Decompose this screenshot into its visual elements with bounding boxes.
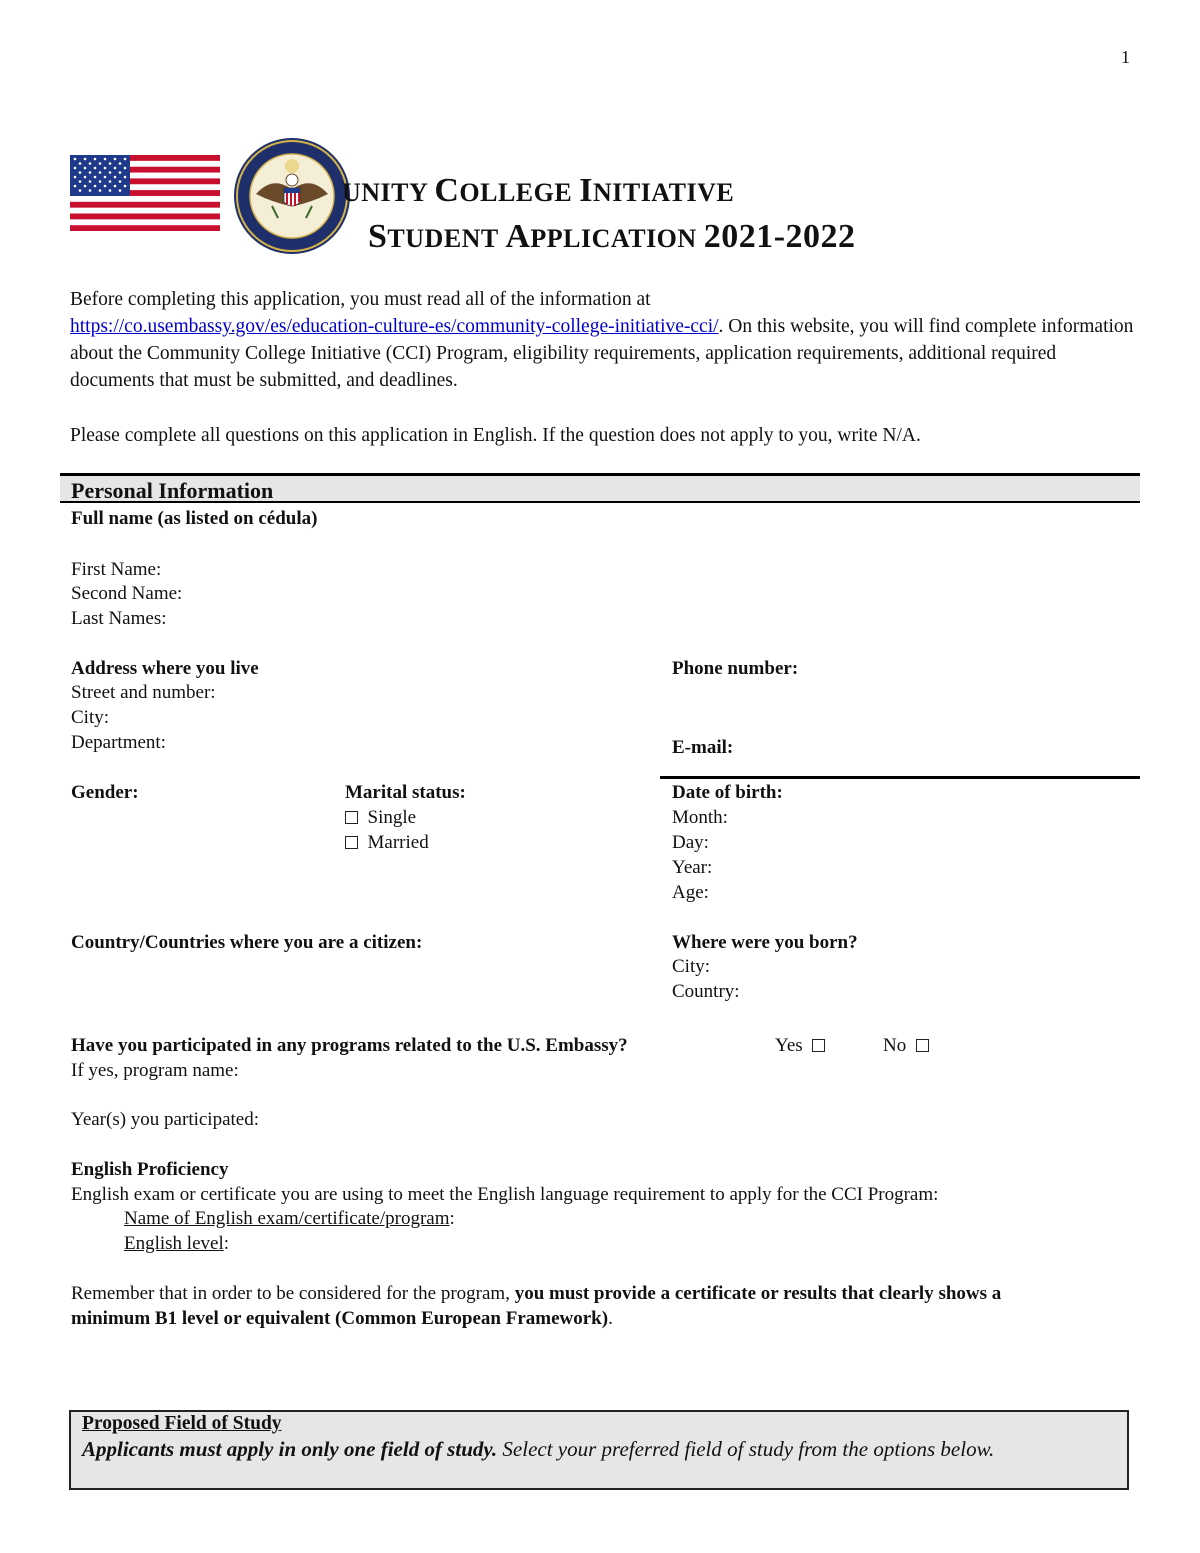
english-exam-description: English exam or certificate you are using to meet the English language requirement to apply for the CCI Program:: [71, 1184, 939, 1205]
embassy-programs-question: Have you participated in any programs related to the U.S. Embassy?: [71, 1035, 628, 1056]
married-checkbox[interactable]: [345, 836, 358, 849]
single-label: Single: [367, 807, 417, 828]
citizenship-field[interactable]: Country/Countries where you are a citizen:: [71, 932, 423, 953]
title-line-2: [368, 218, 856, 256]
phone-number-field[interactable]: Phone number:: [672, 658, 799, 679]
exam-name-colon: :: [449, 1208, 455, 1229]
intro-paragraph: [70, 286, 1140, 394]
field-of-study-title: Proposed Field of Study: [82, 1413, 282, 1434]
street-field[interactable]: Street and number:: [71, 682, 216, 703]
date-of-birth-label: Date of birth:: [672, 782, 783, 803]
day-field[interactable]: Day:: [672, 832, 709, 853]
exam-name-label: Name of English exam/certificate/program: [124, 1208, 450, 1229]
reminder-end: .: [608, 1308, 613, 1329]
title-line-2-part-a: TUDENT: [387, 224, 506, 253]
reminder-bold-2: minimum B1 level or equivalent (Common European Framework): [71, 1308, 609, 1329]
title-line-1: [342, 172, 734, 210]
birth-country-field[interactable]: Country:: [672, 981, 740, 1002]
marital-status-label: Marital status:: [345, 782, 466, 803]
department-of-state-seal-logo: [232, 136, 352, 256]
english-level-field[interactable]: [124, 1231, 229, 1256]
one-field-rule: Applicants must apply in only one field of study.: [82, 1437, 498, 1461]
programs-yes-option[interactable]: [775, 1033, 825, 1058]
us-flag-logo: [70, 155, 220, 231]
year-field[interactable]: Year:: [672, 857, 713, 878]
title-line-1-part-c: NITIATIVE: [592, 178, 735, 207]
reminder-line-2: [71, 1306, 613, 1331]
select-preferred-field: Select your preferred field of study from the options below.: [497, 1437, 995, 1461]
years-participated-field[interactable]: Year(s) you participated:: [71, 1109, 260, 1130]
english-level-colon: :: [223, 1233, 230, 1254]
personal-information-title: Personal Information: [71, 478, 274, 503]
age-field[interactable]: Age:: [672, 882, 709, 903]
no-label: No: [883, 1035, 907, 1056]
instructions-note: Please complete all questions on this application in English. If the question does not apply to you, write N/A.: [70, 425, 921, 446]
title-line-2-cap-b: A: [505, 218, 531, 255]
english-exam-name-field[interactable]: [124, 1206, 455, 1231]
email-field[interactable]: E-mail:: [672, 737, 734, 758]
reminder-bold-1: you must provide a certificate or results that clearly shows a: [514, 1283, 1002, 1304]
programs-no-option[interactable]: [883, 1033, 929, 1058]
married-label: Married: [367, 832, 429, 853]
yes-checkbox[interactable]: [812, 1039, 825, 1052]
first-name-field[interactable]: First Name:: [71, 559, 162, 580]
last-names-field[interactable]: Last Names:: [71, 608, 167, 629]
title-line-2-part-b: PPLICATION: [530, 224, 704, 253]
title-line-1-cap-b: C: [434, 172, 460, 209]
month-field[interactable]: Month:: [672, 807, 728, 828]
page-number: 1: [1121, 47, 1130, 67]
english-proficiency-heading: English Proficiency: [71, 1159, 229, 1180]
birth-city-field[interactable]: City:: [672, 956, 711, 977]
intro-rest: . On this website, you will find complete information about the Community College Initiative (CCI) Program, eligibility requirements, application requirements, additional required documents that must be submitted, and deadlines.: [70, 316, 1134, 391]
birthplace-label: Where were you born?: [672, 932, 858, 953]
full-name-label: Full name (as listed on cédula): [71, 508, 318, 529]
title-line-1-part-a: UNITY: [342, 178, 435, 207]
single-checkbox[interactable]: [345, 811, 358, 824]
english-level-label: English level: [124, 1233, 224, 1254]
second-name-field[interactable]: Second Name:: [71, 583, 183, 604]
title-line-2-cap-a: S: [368, 218, 388, 255]
title-year: 2021-2022: [703, 218, 856, 255]
marital-married-option[interactable]: [345, 830, 429, 855]
field-of-study-instructions: [82, 1437, 994, 1462]
cci-website-link[interactable]: https://co.usembassy.gov/es/education-culture-es/community-college-initiative-cci/: [70, 316, 719, 337]
title-line-1-part-b: OLLEGE: [459, 178, 580, 207]
no-checkbox[interactable]: [916, 1039, 929, 1052]
title-line-1-cap-c: I: [579, 172, 593, 209]
gender-field[interactable]: Gender:: [71, 782, 139, 803]
city-field[interactable]: City:: [71, 707, 110, 728]
program-name-field[interactable]: If yes, program name:: [71, 1060, 239, 1081]
intro-line-1: Before completing this application, you must read all of the information at: [70, 289, 651, 310]
divider-line: [660, 776, 1140, 779]
address-label: Address where you live: [71, 658, 259, 679]
reminder-line-1: [71, 1281, 1001, 1306]
department-field[interactable]: Department:: [71, 732, 166, 753]
marital-single-option[interactable]: [345, 805, 416, 830]
reminder-plain: Remember that in order to be considered for the program,: [71, 1283, 515, 1304]
yes-label: Yes: [775, 1035, 803, 1056]
